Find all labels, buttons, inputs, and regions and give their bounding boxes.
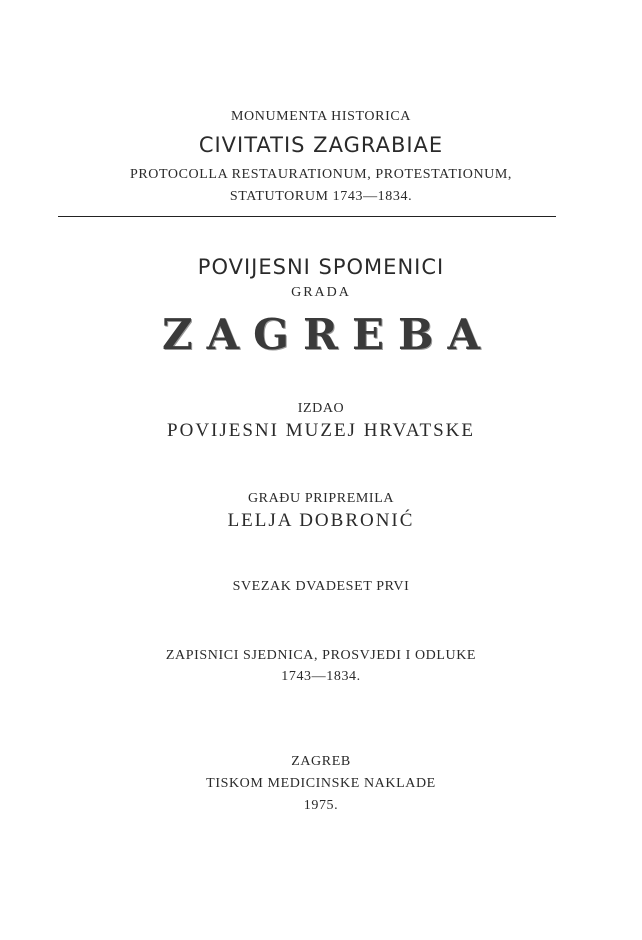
contents-line-2: 1743—1834. xyxy=(281,669,361,684)
editor-name: LELJA DOBRONIĆ xyxy=(227,510,415,531)
series-main: CIVITATIS ZAGRABIAE xyxy=(198,133,444,157)
publisher-label: IZDAO xyxy=(297,401,345,416)
editor-label: GRAĐU PRIPREMILA xyxy=(247,491,395,506)
imprint-city: ZAGREB xyxy=(291,754,351,769)
imprint-year: 1975. xyxy=(303,798,339,813)
volume-number: SVEZAK DVADESET PRVI xyxy=(232,579,410,594)
divider-rule xyxy=(58,216,556,217)
series-subtitle-1: PROTOCOLLA RESTAURATIONUM, PROTESTATIONUM, xyxy=(129,167,513,182)
title-line-3: ZAGREBA xyxy=(161,310,495,359)
series-top: MONUMENTA HISTORICA xyxy=(231,109,411,124)
title-line-2: GRADA xyxy=(291,285,351,300)
publisher-name: POVIJESNI MUZEJ HRVATSKE xyxy=(167,420,475,441)
series-subtitle-2: STATUTORUM 1743—1834. xyxy=(229,189,413,204)
imprint-printer: TISKOM MEDICINSKE NAKLADE xyxy=(206,776,436,791)
contents-line-1: ZAPISNICI SJEDNICA, PROSVJEDI I ODLUKE xyxy=(165,648,477,663)
title-line-1: POVIJESNI SPOMENICI xyxy=(197,255,445,279)
